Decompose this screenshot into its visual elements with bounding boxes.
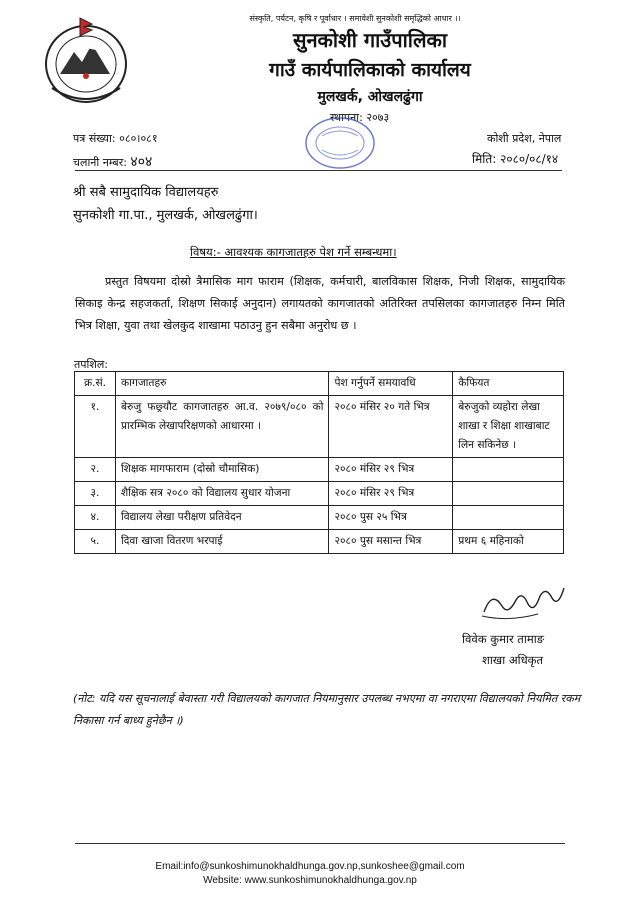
recipient-line-2: सुनकोशी गा.पा., मुलखर्क, ओखलढुंगा। [73,208,258,223]
date-value: २०८०/०८/१४ [500,152,559,166]
row-sn: ४. [75,506,116,530]
office-name: गाउँ कार्यपालिकाको कार्यालय [269,59,471,81]
letter-number-value: ०८०।०८१ [119,132,158,145]
letter-number [73,131,158,146]
header-deadline: पेश गर्नुपर्ने समयावधि [329,372,453,396]
letter-number-label: पत्र संख्या: [73,132,116,145]
signatory-title: शाखा अधिकृत [482,653,544,667]
note: (नोट: यदि यस सूचनालाई बेवास्ता गरी विद्यालयको कागजात नियमानुसार उपलब्ध नभएमा वा नगराएमा विद्यालयको नियमित रकम निकासा गर्न बाध्य हुनेछैन ।) [73,692,581,727]
table-row [75,530,564,554]
row-document: विद्यालय लेखा परीक्षण प्रतिवेदन [115,506,329,530]
date-label: मिति: [472,152,497,166]
table-header-row [75,372,564,396]
row-sn: १. [75,396,116,458]
row-deadline: २०८० पुस २५ भित्र [329,506,453,530]
footer-divider [75,843,565,844]
row-deadline: २०८० मंसिर २० गते भित्र [329,396,453,458]
footer-website[interactable]: Website: www.sunkoshimunokhaldhunga.gov.np [203,875,417,886]
official-stamp [300,114,380,172]
signatory-name: विवेक कुमार तामाङ [462,632,545,646]
header-remarks: कैफियत [453,372,564,396]
documents-table [74,371,564,554]
header-sn: क्र.सं. [75,372,116,396]
signature-mark [478,582,568,622]
dispatch-number-label: चलानी नम्बर: [73,156,127,169]
table-row [75,506,564,530]
header-documents: कागजातहरु [115,372,329,396]
header-divider [75,170,562,171]
row-document: शैक्षिक सत्र २०८० को विद्यालय सुधार योजना [115,482,329,506]
body-text: प्रस्तुत विषयमा दोस्रो त्रैमासिक माग फाराम (शिक्षक, कर्मचारी, बालविकास शिक्षक, निजी शिक्षक, सामुदायिक सिकाइ केन्द्र सहजकर्ता, शिक्षण सिकाई अनुदान) लगायतको कागजातको अतिरिक्त तपसिलका कागजातहरु निम्न मिति भित्र शिक्षा, युवा तथा खेलकुद शाखामा पठाउनु हुन सबैमा अनुरोध छ । [75,275,565,332]
row-deadline: २०८० मंसिर २९ भित्र [329,482,453,506]
row-remark: प्रथम ६ महिनाको [453,530,564,554]
office-address: मुलखर्क, ओखलढुंगा [317,89,423,105]
row-deadline: २०८० पुस मसान्त भित्र [329,530,453,554]
letter-subject: विषय:- आवश्यक कागजातहरु पेश गर्ने सम्बन्धमा। [190,245,397,259]
dispatch-number [73,152,152,171]
established-year: स्थापना: २०७३ [330,111,390,124]
table-caption: तपशिल: [74,358,109,371]
row-sn: ५. [75,530,116,554]
row-remark [453,482,564,506]
municipality-logo [34,14,138,106]
dispatch-number-value: ४०४ [130,154,153,170]
motto: संस्कृति, पर्यटन, कृषि र पूर्वाधार । समावेशी सुनकोशी समृद्धिको आधार ।। [249,14,461,23]
row-document: बेरुजु फछ्र्यौट कागजातहरु आ.व. २०७९/०८० को प्रारम्भिक लेखापरिक्षणको आधारमा । [115,396,329,458]
row-document: दिवा खाजा वितरण भरपाई [115,530,329,554]
province: कोशी प्रदेश, नेपाल [487,132,562,145]
footer-email[interactable]: Email:info@sunkoshimunokhaldhunga.gov.np,sunkoshee@gmail.com [155,861,465,872]
row-remark: बेरुजुको व्यहोरा लेखा शाखा र शिक्षा शाखाबाट लिन सकिनेछ । [453,396,564,458]
table-row [75,396,564,458]
table-row [75,458,564,482]
row-deadline: २०८० मंसिर २९ भित्र [329,458,453,482]
row-remark [453,506,564,530]
row-sn: ३. [75,482,116,506]
org-name: सुनकोशी गाउँपालिका [292,28,448,52]
row-remark [453,458,564,482]
table-row [75,482,564,506]
letter-date [472,150,558,167]
recipient-line-1: श्री सबै सामुदायिक विद्यालयहरु [73,185,219,200]
row-sn: २. [75,458,116,482]
letter-body [75,271,565,337]
row-document: शिक्षक मागफाराम (दोस्रो चौमासिक) [115,458,329,482]
